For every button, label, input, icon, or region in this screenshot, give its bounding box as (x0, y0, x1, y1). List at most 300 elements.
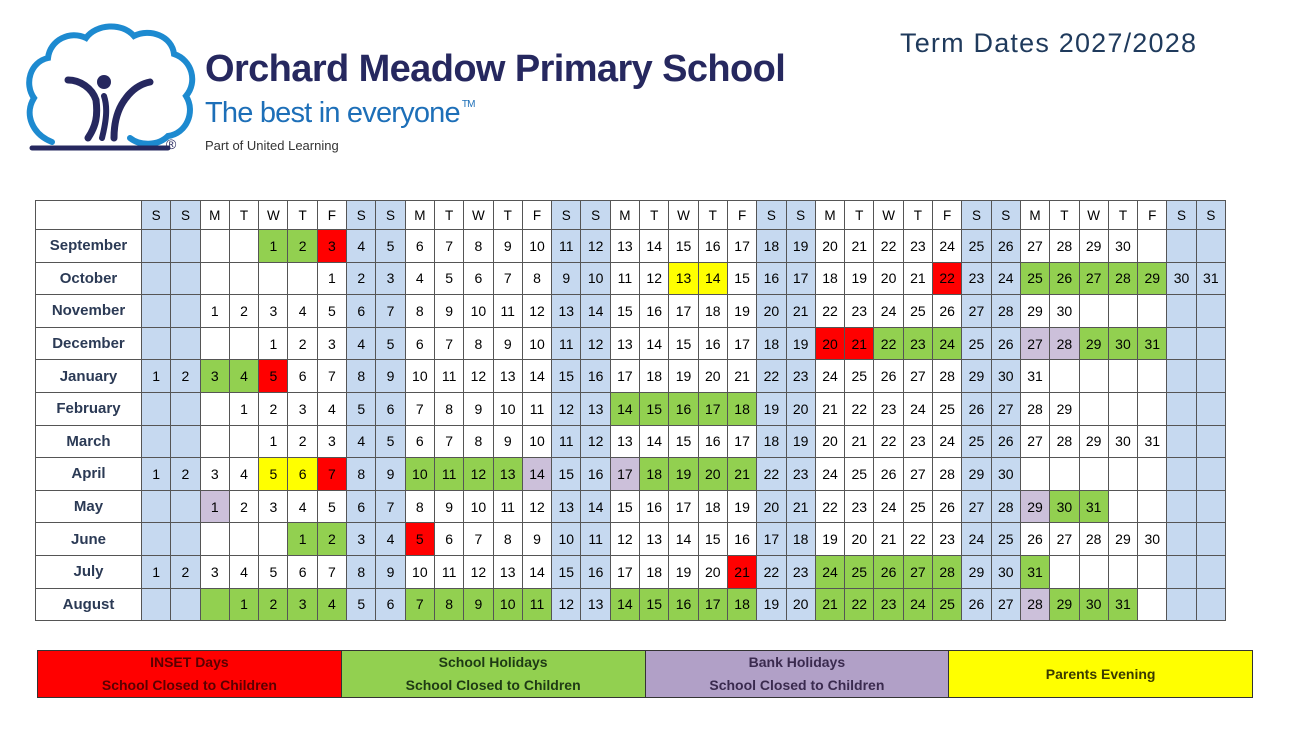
day-cell: 7 (405, 392, 434, 425)
day-cell: 12 (522, 490, 551, 523)
day-cell: 4 (229, 458, 258, 491)
day-cell: 17 (610, 458, 639, 491)
day-cell: 2 (288, 230, 317, 263)
day-cell: 29 (1050, 588, 1079, 621)
day-cell: 27 (1050, 523, 1079, 556)
day-cell: 30 (991, 555, 1020, 588)
day-cell: 1 (200, 490, 229, 523)
day-cell: 22 (757, 360, 786, 393)
day-cell: 29 (1079, 425, 1108, 458)
day-cell: 2 (259, 588, 288, 621)
day-cell: 5 (259, 458, 288, 491)
day-cell (1108, 295, 1137, 328)
legend-item-purple (646, 651, 950, 697)
day-cell: 17 (669, 295, 698, 328)
day-cell: 24 (933, 425, 962, 458)
day-cell: 4 (405, 262, 434, 295)
month-label: January (36, 360, 142, 393)
day-cell: 31 (1079, 490, 1108, 523)
month-row-september (36, 230, 1226, 263)
day-cell: 26 (874, 458, 903, 491)
day-cell (1167, 523, 1196, 556)
day-cell: 16 (727, 523, 756, 556)
day-cell: 21 (727, 360, 756, 393)
day-cell (142, 523, 171, 556)
day-cell: 31 (1020, 360, 1049, 393)
day-cell: 12 (581, 230, 610, 263)
day-cell: 16 (698, 425, 727, 458)
day-cell: 15 (552, 555, 581, 588)
day-header: T (640, 201, 669, 230)
day-cell: 5 (376, 327, 405, 360)
day-header: S (1196, 201, 1225, 230)
day-cell: 27 (962, 490, 991, 523)
day-cell: 10 (522, 425, 551, 458)
day-cell: 4 (288, 490, 317, 523)
day-cell (229, 523, 258, 556)
day-cell: 9 (376, 458, 405, 491)
day-cell (1108, 458, 1137, 491)
day-cell: 18 (698, 295, 727, 328)
day-cell (142, 230, 171, 263)
day-cell: 2 (171, 360, 200, 393)
day-cell: 5 (376, 425, 405, 458)
day-cell: 13 (493, 555, 522, 588)
day-cell: 12 (610, 523, 639, 556)
day-cell: 5 (259, 360, 288, 393)
day-cell (200, 327, 229, 360)
day-header: S (581, 201, 610, 230)
day-cell: 28 (1050, 230, 1079, 263)
day-cell: 2 (288, 327, 317, 360)
day-cell: 17 (757, 523, 786, 556)
day-cell: 3 (317, 230, 346, 263)
day-cell: 1 (288, 523, 317, 556)
day-cell: 2 (317, 523, 346, 556)
day-cell (1108, 360, 1137, 393)
month-label: November (36, 295, 142, 328)
day-cell: 18 (757, 230, 786, 263)
day-cell: 5 (317, 295, 346, 328)
day-cell: 22 (903, 523, 932, 556)
day-cell: 13 (552, 295, 581, 328)
day-cell: 5 (317, 490, 346, 523)
day-cell: 21 (786, 295, 815, 328)
day-cell (142, 588, 171, 621)
day-cell: 23 (786, 360, 815, 393)
calendar-body (36, 230, 1226, 621)
day-cell: 29 (1079, 230, 1108, 263)
day-cell: 6 (288, 458, 317, 491)
day-cell: 8 (522, 262, 551, 295)
day-cell (142, 392, 171, 425)
day-cell: 1 (229, 392, 258, 425)
day-cell: 1 (317, 262, 346, 295)
day-cell: 21 (874, 523, 903, 556)
day-cell: 16 (581, 360, 610, 393)
day-cell: 15 (727, 262, 756, 295)
day-cell (1196, 392, 1225, 425)
day-cell (1138, 295, 1167, 328)
day-cell: 14 (610, 392, 639, 425)
day-cell: 11 (581, 523, 610, 556)
term-dates-title: Term Dates 2027/2028 (900, 28, 1198, 58)
day-cell (1167, 490, 1196, 523)
day-cell: 14 (522, 360, 551, 393)
day-cell: 27 (903, 360, 932, 393)
day-cell: 4 (317, 588, 346, 621)
day-cell: 30 (1167, 262, 1196, 295)
day-cell: 9 (493, 230, 522, 263)
day-cell (1196, 490, 1225, 523)
month-label: June (36, 523, 142, 556)
day-cell: 22 (874, 327, 903, 360)
day-cell: 26 (991, 327, 1020, 360)
day-cell: 4 (347, 425, 376, 458)
day-cell: 4 (347, 230, 376, 263)
day-cell: 17 (698, 588, 727, 621)
day-cell: 27 (991, 392, 1020, 425)
day-cell: 3 (317, 327, 346, 360)
day-cell: 7 (405, 588, 434, 621)
day-cell: 14 (640, 425, 669, 458)
day-cell: 25 (845, 555, 874, 588)
day-cell: 18 (727, 588, 756, 621)
day-cell (1167, 555, 1196, 588)
day-cell: 26 (933, 295, 962, 328)
day-header: S (786, 201, 815, 230)
day-cell: 27 (962, 295, 991, 328)
day-cell: 16 (669, 392, 698, 425)
day-cell: 11 (434, 555, 463, 588)
day-cell (1079, 392, 1108, 425)
day-cell: 25 (991, 523, 1020, 556)
day-cell: 9 (376, 555, 405, 588)
day-cell (142, 425, 171, 458)
day-cell (1079, 555, 1108, 588)
day-cell: 11 (552, 327, 581, 360)
day-cell (1138, 458, 1167, 491)
day-cell: 24 (815, 555, 844, 588)
day-header: T (698, 201, 727, 230)
day-cell: 6 (376, 588, 405, 621)
day-cell (171, 262, 200, 295)
month-row-december (36, 327, 1226, 360)
day-cell (171, 588, 200, 621)
day-cell: 9 (522, 523, 551, 556)
day-cell: 30 (1108, 327, 1137, 360)
part-of-text: Part of United Learning (205, 138, 339, 153)
day-cell (1196, 230, 1225, 263)
day-cell: 15 (640, 588, 669, 621)
day-cell: 9 (464, 392, 493, 425)
day-cell: 9 (434, 295, 463, 328)
month-label: September (36, 230, 142, 263)
day-cell: 26 (991, 425, 1020, 458)
day-cell: 13 (640, 523, 669, 556)
day-cell: 20 (815, 230, 844, 263)
day-cell (1050, 360, 1079, 393)
legend-item-yellow (949, 651, 1252, 697)
day-cell: 28 (991, 295, 1020, 328)
day-cell: 16 (640, 490, 669, 523)
day-cell: 18 (698, 490, 727, 523)
day-header: W (464, 201, 493, 230)
day-cell (1138, 588, 1167, 621)
day-cell: 30 (1108, 425, 1137, 458)
day-cell (229, 425, 258, 458)
day-cell: 7 (376, 295, 405, 328)
day-cell: 7 (493, 262, 522, 295)
day-cell: 1 (259, 327, 288, 360)
day-cell: 15 (552, 360, 581, 393)
day-cell (142, 490, 171, 523)
day-cell (259, 523, 288, 556)
day-cell: 8 (347, 555, 376, 588)
day-cell: 20 (874, 262, 903, 295)
day-cell: 10 (464, 490, 493, 523)
day-header: S (142, 201, 171, 230)
day-header: F (1138, 201, 1167, 230)
day-cell: 5 (259, 555, 288, 588)
day-cell: 16 (581, 458, 610, 491)
day-cell: 29 (962, 458, 991, 491)
day-cell (229, 262, 258, 295)
day-cell (171, 295, 200, 328)
day-cell: 14 (581, 295, 610, 328)
day-cell: 4 (229, 360, 258, 393)
day-cell: 7 (434, 230, 463, 263)
day-cell: 24 (815, 458, 844, 491)
day-header: F (317, 201, 346, 230)
day-cell: 6 (347, 490, 376, 523)
day-cell: 5 (434, 262, 463, 295)
day-cell (1108, 555, 1137, 588)
day-cell: 8 (434, 588, 463, 621)
day-cell: 28 (1020, 588, 1049, 621)
day-cell: 3 (288, 392, 317, 425)
school-name: Orchard Meadow Primary School (205, 48, 786, 90)
day-cell (1167, 458, 1196, 491)
day-header: S (962, 201, 991, 230)
day-cell: 3 (376, 262, 405, 295)
day-cell: 30 (1138, 523, 1167, 556)
day-cell: 13 (610, 230, 639, 263)
day-header: W (259, 201, 288, 230)
day-cell (1079, 360, 1108, 393)
day-cell (1196, 523, 1225, 556)
day-cell: 24 (933, 230, 962, 263)
day-cell: 25 (1020, 262, 1049, 295)
day-cell: 22 (874, 425, 903, 458)
day-cell (1138, 360, 1167, 393)
day-cell: 22 (757, 458, 786, 491)
day-cell: 7 (434, 425, 463, 458)
day-cell: 18 (815, 262, 844, 295)
day-cell: 10 (405, 360, 434, 393)
day-cell: 23 (903, 230, 932, 263)
day-cell (142, 327, 171, 360)
day-cell: 12 (552, 588, 581, 621)
day-cell: 19 (786, 327, 815, 360)
day-cell: 25 (845, 360, 874, 393)
day-cell: 6 (347, 295, 376, 328)
day-cell: 31 (1138, 327, 1167, 360)
day-cell: 15 (610, 490, 639, 523)
day-cell: 15 (552, 458, 581, 491)
day-cell: 24 (933, 327, 962, 360)
day-cell (200, 230, 229, 263)
day-cell: 14 (522, 458, 551, 491)
day-cell: 2 (259, 392, 288, 425)
day-cell: 30 (1050, 490, 1079, 523)
month-row-march (36, 425, 1226, 458)
day-cell: 31 (1020, 555, 1049, 588)
month-row-may (36, 490, 1226, 523)
trademark-mark: TM (461, 99, 475, 110)
day-cell: 28 (933, 458, 962, 491)
day-cell: 20 (698, 555, 727, 588)
day-cell: 2 (171, 458, 200, 491)
day-cell: 26 (1050, 262, 1079, 295)
day-cell: 23 (962, 262, 991, 295)
day-cell: 7 (317, 458, 346, 491)
day-cell: 25 (845, 458, 874, 491)
day-cell: 1 (259, 230, 288, 263)
day-cell: 18 (640, 555, 669, 588)
day-cell (1167, 588, 1196, 621)
day-cell: 10 (493, 392, 522, 425)
day-cell: 14 (522, 555, 551, 588)
day-header: F (933, 201, 962, 230)
legend-label: INSET Days (150, 654, 229, 670)
day-cell (1050, 458, 1079, 491)
day-cell: 7 (434, 327, 463, 360)
day-cell: 11 (522, 392, 551, 425)
day-cell: 3 (288, 588, 317, 621)
day-cell (1138, 392, 1167, 425)
day-cell (229, 230, 258, 263)
day-header: S (1167, 201, 1196, 230)
day-cell: 29 (1050, 392, 1079, 425)
day-cell: 1 (259, 425, 288, 458)
day-cell: 9 (376, 360, 405, 393)
day-cell (1138, 555, 1167, 588)
day-cell (1196, 425, 1225, 458)
day-cell: 9 (434, 490, 463, 523)
day-cell: 14 (640, 327, 669, 360)
day-header: T (288, 201, 317, 230)
day-cell: 30 (991, 360, 1020, 393)
day-cell: 4 (347, 327, 376, 360)
day-header: T (493, 201, 522, 230)
day-cell (1108, 490, 1137, 523)
day-cell: 29 (1108, 523, 1137, 556)
day-cell: 19 (845, 262, 874, 295)
day-cell: 11 (434, 360, 463, 393)
day-cell (1167, 360, 1196, 393)
day-cell: 21 (845, 327, 874, 360)
day-cell: 24 (903, 588, 932, 621)
day-cell: 5 (405, 523, 434, 556)
day-header: M (815, 201, 844, 230)
day-cell: 6 (405, 425, 434, 458)
legend-sublabel: School Closed to Children (405, 677, 581, 693)
day-cell: 30 (1050, 295, 1079, 328)
day-header: T (229, 201, 258, 230)
day-cell: 14 (610, 588, 639, 621)
day-cell: 13 (581, 588, 610, 621)
day-cell: 6 (405, 230, 434, 263)
day-cell: 17 (727, 327, 756, 360)
day-cell: 10 (493, 588, 522, 621)
day-cell: 12 (464, 360, 493, 393)
day-cell: 10 (464, 295, 493, 328)
day-cell: 21 (845, 425, 874, 458)
day-cell: 10 (405, 458, 434, 491)
day-cell: 3 (200, 555, 229, 588)
day-cell (1020, 458, 1049, 491)
day-cell: 18 (640, 360, 669, 393)
legend-sublabel: School Closed to Children (101, 677, 277, 693)
day-cell: 8 (464, 230, 493, 263)
day-cell (171, 392, 200, 425)
day-header: T (845, 201, 874, 230)
day-cell: 6 (434, 523, 463, 556)
day-cell: 19 (669, 360, 698, 393)
day-cell (200, 392, 229, 425)
day-cell: 19 (815, 523, 844, 556)
day-cell: 27 (1079, 262, 1108, 295)
legend-label: Bank Holidays (748, 654, 846, 670)
day-header: T (1108, 201, 1137, 230)
day-cell: 12 (464, 458, 493, 491)
day-cell: 26 (962, 588, 991, 621)
day-cell: 14 (698, 262, 727, 295)
day-cell: 16 (581, 555, 610, 588)
day-cell: 7 (376, 490, 405, 523)
day-cell: 18 (757, 327, 786, 360)
day-cell: 15 (610, 295, 639, 328)
legend-item-red (38, 651, 342, 697)
day-cell: 21 (815, 392, 844, 425)
day-cell: 29 (1020, 490, 1049, 523)
legend-label: School Holidays (438, 654, 548, 670)
day-cell: 21 (727, 555, 756, 588)
day-cell: 11 (552, 230, 581, 263)
day-cell: 2 (288, 425, 317, 458)
day-cell: 15 (669, 230, 698, 263)
day-header: M (1020, 201, 1049, 230)
day-cell: 24 (962, 523, 991, 556)
month-label: October (36, 262, 142, 295)
day-cell: 21 (786, 490, 815, 523)
day-cell: 29 (1079, 327, 1108, 360)
day-cell: 25 (962, 425, 991, 458)
day-cell: 20 (786, 588, 815, 621)
day-header: T (1050, 201, 1079, 230)
tagline-text: The best in everyone (205, 97, 460, 129)
day-cell: 1 (142, 458, 171, 491)
day-cell: 1 (229, 588, 258, 621)
day-cell: 4 (288, 295, 317, 328)
month-row-august (36, 588, 1226, 621)
month-row-november (36, 295, 1226, 328)
day-cell: 23 (933, 523, 962, 556)
day-cell: 17 (610, 360, 639, 393)
day-cell: 18 (786, 523, 815, 556)
day-cell: 26 (874, 555, 903, 588)
